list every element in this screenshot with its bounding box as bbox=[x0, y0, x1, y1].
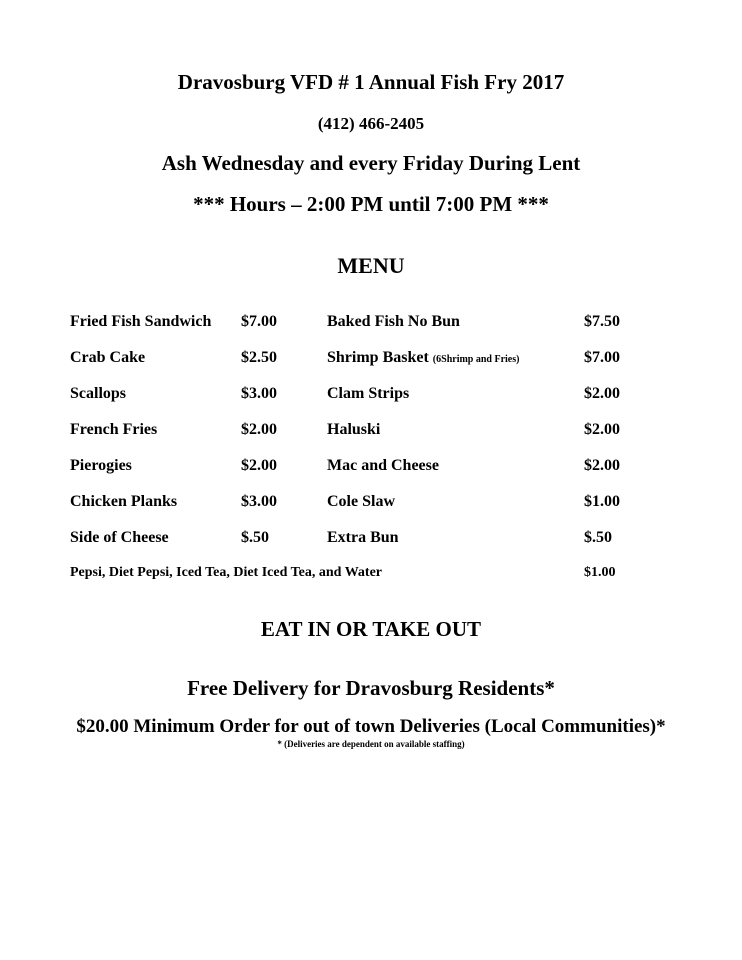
menu-item-price: $2.00 bbox=[241, 421, 277, 438]
menu-item-price: $2.00 bbox=[584, 421, 620, 438]
menu-item-name: Chicken Planks bbox=[70, 493, 178, 510]
schedule-subtitle: Ash Wednesday and every Friday During Lent bbox=[161, 151, 581, 175]
menu-item-price: $3.00 bbox=[241, 385, 277, 402]
menu-item-note: (6Shrimp and Fries) bbox=[432, 354, 520, 365]
menu-heading: MENU bbox=[337, 253, 405, 278]
menu-item-price: $3.00 bbox=[241, 493, 277, 510]
menu-item-price: $2.50 bbox=[241, 349, 277, 366]
free-delivery-note: Free Delivery for Dravosburg Residents* bbox=[187, 676, 555, 700]
menu-item-price: $7.50 bbox=[584, 313, 620, 330]
menu-item-name: Baked Fish No Bun bbox=[327, 313, 460, 330]
menu-item-name bbox=[327, 349, 519, 367]
phone-number: (412) 466-2405 bbox=[317, 114, 425, 133]
page-title: Dravosburg VFD # 1 Annual Fish Fry 2017 bbox=[177, 70, 565, 94]
menu-item-name: Haluski bbox=[327, 421, 381, 438]
menu-item-price: $7.00 bbox=[241, 313, 277, 330]
menu-item-price: $.50 bbox=[584, 529, 612, 546]
delivery-disclaimer: * (Deliveries are dependent on available staffing) bbox=[277, 739, 465, 749]
menu-item-name: Cole Slaw bbox=[327, 493, 395, 510]
menu-item-name: Crab Cake bbox=[70, 349, 146, 366]
minimum-order-note: $20.00 Minimum Order for out of town Deliveries (Local Communities)* bbox=[76, 716, 666, 737]
menu-item-name: Fried Fish Sandwich bbox=[70, 313, 212, 330]
menu-item-price: $2.00 bbox=[241, 457, 277, 474]
drinks-price: $1.00 bbox=[584, 565, 616, 580]
menu-item-name: Extra Bun bbox=[327, 529, 399, 546]
hours-line: *** Hours – 2:00 PM until 7:00 PM *** bbox=[193, 192, 549, 216]
menu-item-name: Scallops bbox=[70, 385, 127, 402]
menu-item-price: $7.00 bbox=[584, 349, 620, 366]
eat-in-take-out: EAT IN OR TAKE OUT bbox=[260, 617, 482, 641]
menu-item-name: Pierogies bbox=[70, 457, 132, 474]
drinks-item: Pepsi, Diet Pepsi, Iced Tea, Diet Iced Tea, and Water bbox=[70, 565, 383, 580]
menu-item-name: Side of Cheese bbox=[70, 529, 169, 546]
menu-item-price: $.50 bbox=[241, 529, 269, 546]
menu-item-name: French Fries bbox=[70, 421, 158, 438]
menu-item-price: $2.00 bbox=[584, 457, 620, 474]
menu-item-name: Clam Strips bbox=[327, 385, 410, 402]
menu-item-label: Shrimp Basket bbox=[327, 349, 433, 366]
menu-item-price: $2.00 bbox=[584, 385, 620, 402]
menu-item-price: $1.00 bbox=[584, 493, 620, 510]
menu-item-name: Mac and Cheese bbox=[327, 457, 439, 474]
